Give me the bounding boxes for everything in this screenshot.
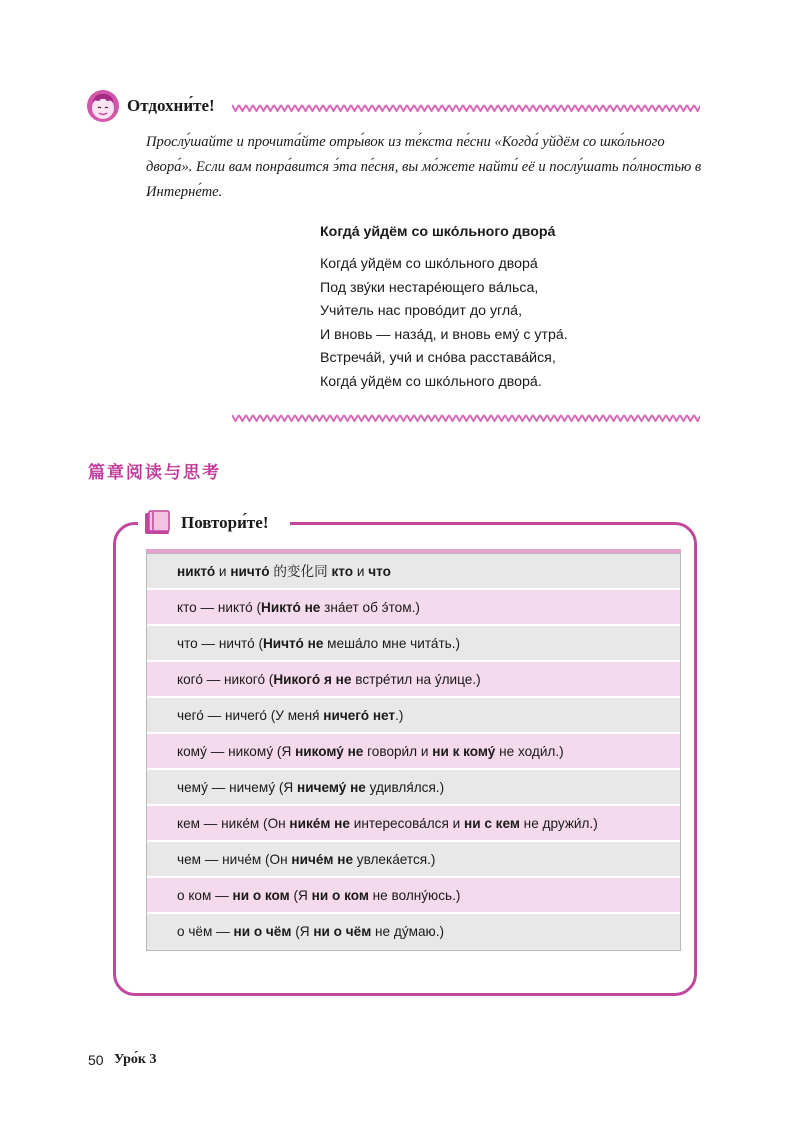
row-text: кем — нике́м (Он [177, 816, 290, 831]
table-row [147, 914, 680, 950]
bold-text: нике́м не [289, 816, 350, 831]
song-line: Встреча́й, учи́ и сно́ва расстава́йся, [320, 350, 556, 366]
lesson-label: Уро́к 3 [114, 1052, 157, 1067]
bold-text: что [368, 564, 391, 579]
row-text: говори́л и [363, 744, 433, 759]
row-text: интересова́лся и [349, 816, 464, 831]
row-text: что — ничто́ ( [177, 636, 263, 651]
row-text: встре́тил на у́лице.) [351, 672, 481, 687]
bold-text: Никого́ я не [273, 672, 352, 687]
row-text: кого́ — никого́ ( [177, 672, 274, 687]
row-text: не ходи́л.) [495, 744, 564, 759]
row-text: не волну́юсь.) [368, 888, 461, 903]
page-number: 50 [88, 1052, 104, 1068]
bold-text: ни к кому́ [432, 744, 496, 759]
bold-text: ни с кем [463, 816, 520, 831]
bold-text: никому́ не [295, 744, 364, 759]
smiling-face-icon [86, 89, 120, 123]
row-text: не дружи́л.) [519, 816, 598, 831]
table-row [147, 734, 680, 770]
review-title: Повтори́те! [181, 513, 269, 532]
book-icon [143, 510, 173, 536]
bold-text: ничего́ нет [323, 708, 396, 723]
row-text: зна́ет об э́том.) [320, 600, 420, 615]
row-text: о ком — [177, 888, 233, 903]
zigzag-divider [232, 104, 700, 112]
pronoun-table [146, 553, 681, 951]
bold-text: ничему́ не [297, 780, 366, 795]
bold-text: ниче́м не [291, 852, 354, 867]
song-line: Когда́ уйдём со шко́льного двора́ [320, 256, 538, 272]
table-row [147, 662, 680, 698]
row-text: чем — ниче́м (Он [177, 852, 292, 867]
table-row [147, 770, 680, 806]
table-row [147, 626, 680, 662]
bold-text: ни о чём [233, 924, 292, 939]
bold-text: ни о чём [313, 924, 372, 939]
row-text: 的变化同 [269, 564, 332, 579]
song-line: Под зву́ки нестаре́ющего ва́льса, [320, 279, 539, 296]
bold-text: Ничто́ не [262, 636, 324, 651]
song-title: Когда́ уйдём со шко́льного двора́ [320, 224, 556, 240]
relax-title: Отдохни́те! [127, 96, 215, 115]
zigzag-divider [232, 414, 700, 422]
relax-intro: Прослу́шайте и прочита́йте отры́вок из те́кста пе́сни «Когда́ уйдём со шко́льного двора́». Если вам понра́вится э́та пе́сня, вы мо́жете найти́ её и послу́шать по́лностью в Интерне́те. [146, 134, 702, 200]
table-row [147, 878, 680, 914]
row-text: не ду́маю.) [371, 924, 445, 939]
row-text: о чём — [177, 924, 234, 939]
table-row [147, 842, 680, 878]
song-line: И вновь — наза́д, и вновь ему́ с утра́. [320, 326, 568, 343]
bold-text: никто́ [177, 564, 216, 579]
row-text: .) [395, 708, 404, 723]
row-text: увлека́ется.) [353, 852, 436, 867]
row-text: меша́ло мне чита́ть.) [323, 636, 461, 651]
row-text: (Я [289, 888, 312, 903]
row-text: кому́ — никому́ (Я [177, 744, 296, 759]
bold-text: кто [331, 564, 354, 579]
table-row [147, 590, 680, 626]
row-text: и [353, 564, 369, 579]
table-row [147, 554, 680, 590]
song-excerpt [320, 221, 568, 394]
row-text: (Я [291, 924, 314, 939]
row-text: чего́ — ничего́ (У меня́ [177, 708, 324, 723]
table-row [147, 698, 680, 734]
song-line: Когда́ уйдём со шко́льного двора́. [320, 373, 542, 390]
row-text: удивля́лся.) [365, 780, 445, 795]
row-text: чему́ — ничему́ (Я [177, 780, 298, 795]
song-line: Учи́тель нас прово́дит до угла́, [320, 303, 523, 319]
bold-text: ничто́ [230, 564, 270, 579]
row-text: кто — никто́ ( [177, 600, 262, 615]
bold-text: Никто́ не [261, 600, 321, 615]
table-row [147, 806, 680, 842]
bold-text: ни о ком [232, 888, 290, 903]
bold-text: ни о ком [311, 888, 369, 903]
section-heading: 篇章阅读与思考 [88, 463, 221, 483]
row-text: и [215, 564, 231, 579]
